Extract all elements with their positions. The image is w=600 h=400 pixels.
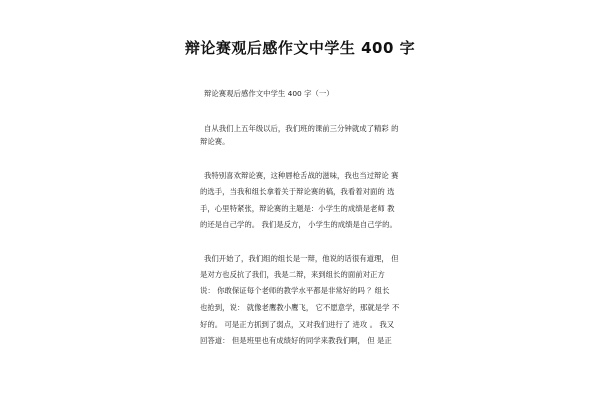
document-title: 辩论赛观后感作文中学生 400 字	[184, 39, 416, 57]
paragraph-1-line-1: 自从我们上五年级以后，我们班的课前三分钟就成了精彩 的	[204, 124, 399, 133]
paragraph-1-line-2: 辩论赛。	[200, 137, 230, 146]
paragraph-3-line-2: 是对方也反抗了我们，我是二辩，来到组长的面前对正方	[200, 270, 385, 279]
paragraph-2-line-4: 的还是自己学的。 我们是反方， 小学生的成绩是自己学的。	[200, 220, 397, 229]
paragraph-3-line-3: 说： 你敢保证每个老师的教学水平都是非常好的吗 ？组长	[200, 286, 390, 295]
paragraph-3-line-4: 也抢到，说： 就像老鹰教小鹰飞， 它不愿意学，那就是学 不	[200, 303, 400, 312]
section-subtitle: 辩论赛观后感作文中学生 400 字（一）	[204, 89, 334, 98]
paragraph-3-line-6: 回答道： 但是班里也有成绩好的同学来教我们啊， 但 是正	[200, 336, 392, 345]
paragraph-2-line-3: 手，心里特紧张，辩论赛的主题是：小学生的成绩是老师 教	[200, 204, 395, 213]
paragraph-2-line-1: 我特别喜欢辩论赛，这种唇枪舌战的滋味，我也当过辩论 赛	[204, 171, 399, 180]
paragraph-2-line-2: 的选手，当我和组长拿着关于辩论赛的稿，我看着对面的 选	[200, 187, 395, 196]
paragraph-3-line-5: 好的。 可是正方抓到了弱点，又对我们进行了 进攻 。 我又	[200, 320, 395, 329]
paragraph-3-line-1: 我们开始了，我们组的组长是一辩，他说的话很有道理， 但	[204, 254, 399, 263]
